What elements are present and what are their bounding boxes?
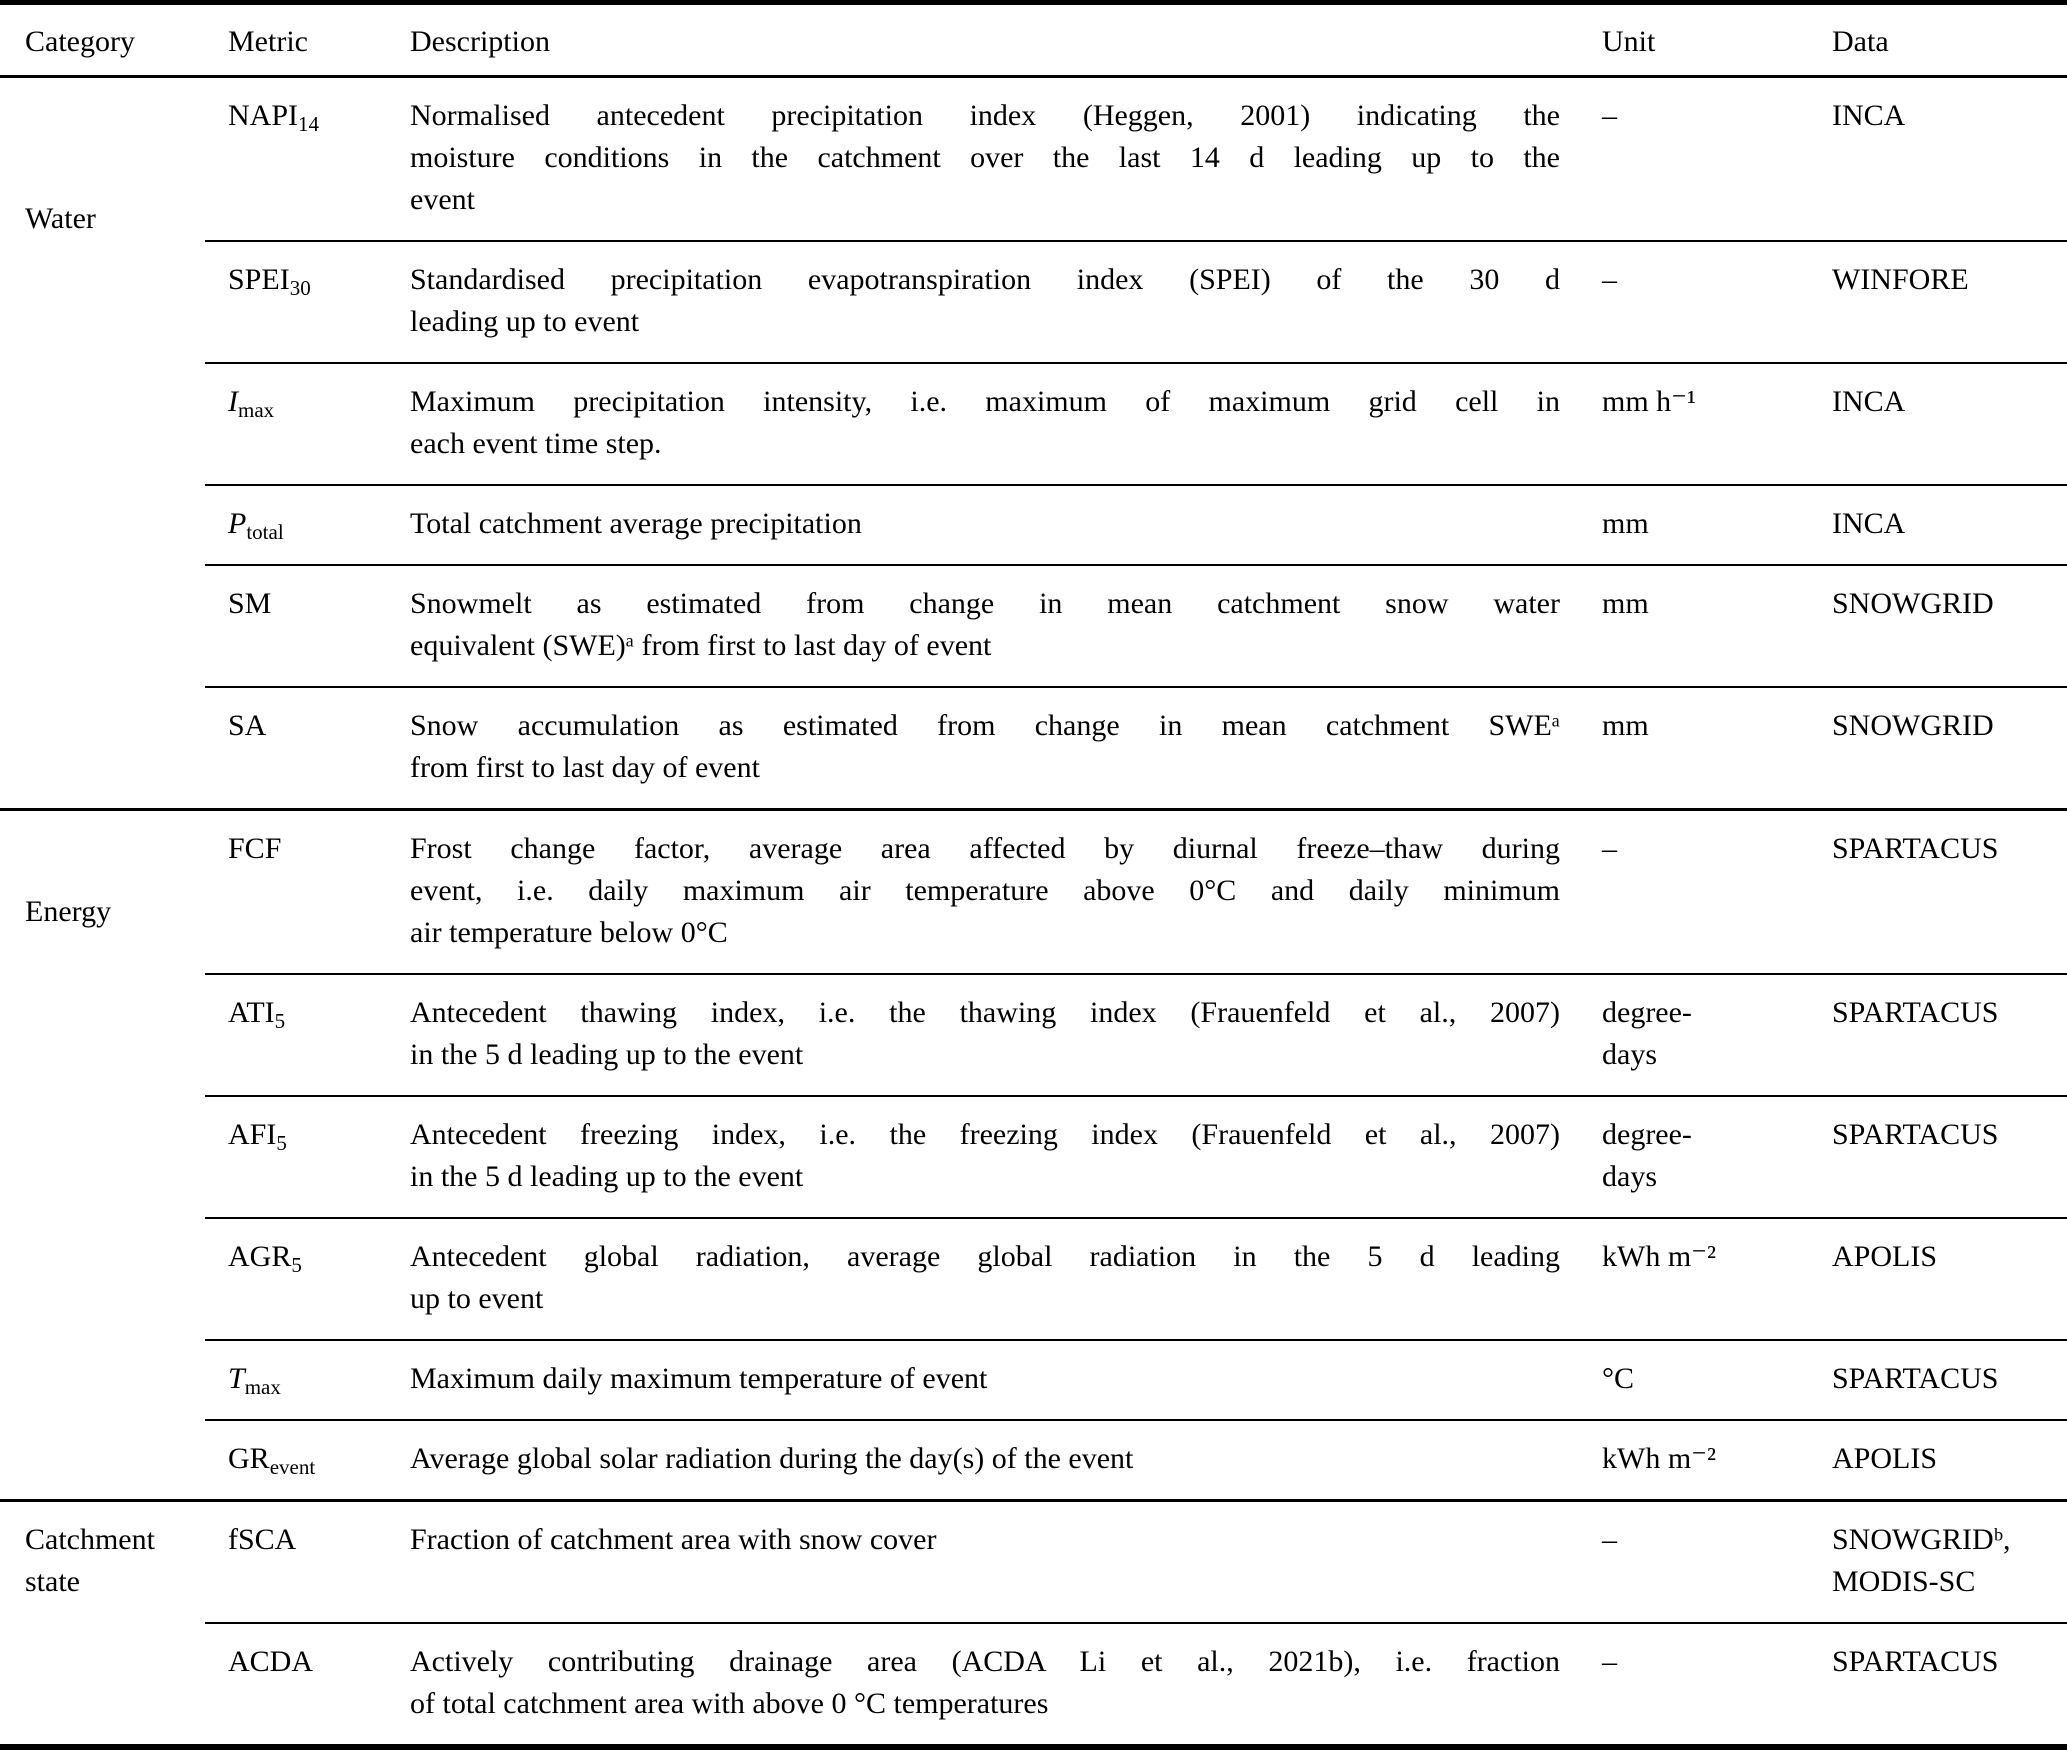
unit-cell	[1560, 381, 1832, 465]
table-section	[0, 1499, 2067, 1744]
text-line: up to event	[410, 1282, 544, 1315]
data-cell	[1832, 259, 2067, 343]
metric-cell	[205, 1641, 410, 1725]
text-line: state	[25, 1565, 80, 1598]
text-line: –	[1602, 263, 1617, 296]
text-line: WINFORE	[1832, 263, 1969, 296]
text-line: SNOWGRID	[1832, 709, 1994, 742]
section-rows	[205, 78, 2067, 808]
metric-subscript: 5	[274, 1009, 286, 1033]
text-line: Antecedent freezing index, i.e. the freezing index (Frauenfeld et al., 2007)	[410, 1118, 1560, 1151]
column-header-description: Description	[410, 25, 550, 58]
text-line: APOLIS	[1832, 1442, 1938, 1475]
metric-cell	[205, 1358, 410, 1400]
metric-cell	[205, 259, 410, 343]
text-line: kWh m⁻²	[1602, 1240, 1716, 1273]
text-line: mm	[1602, 709, 1649, 742]
table-row	[205, 564, 2067, 686]
unit-cell	[1560, 705, 1832, 789]
text-line: Total catchment average precipitation	[410, 507, 862, 540]
description-cell	[410, 259, 1560, 343]
description-cell	[410, 1358, 1560, 1400]
metric-cell	[205, 828, 410, 954]
description-cell	[410, 1641, 1560, 1725]
table-row	[205, 1622, 2067, 1744]
table-section	[0, 78, 2067, 808]
data-cell	[1832, 95, 2067, 221]
text-line: of total catchment area with above 0 °C temperatures	[410, 1687, 1049, 1720]
metric-subscript: total	[246, 520, 284, 544]
description-cell	[410, 95, 1560, 221]
metric-base: NAPI	[228, 99, 299, 132]
table-row	[205, 78, 2067, 240]
text-line: SNOWGRIDᵇ,	[1832, 1523, 2011, 1556]
data-cell	[1832, 583, 2067, 667]
table-row	[205, 1419, 2067, 1499]
table-row	[205, 811, 2067, 973]
category-cell	[0, 1502, 205, 1744]
metric-subscript: 5	[291, 1253, 302, 1277]
metric-base: AFI	[228, 1118, 277, 1151]
text-line: SPARTACUS	[1832, 1362, 1999, 1395]
description-cell	[410, 828, 1560, 954]
text-line: Fraction of catchment area with snow cover	[410, 1523, 937, 1556]
table-row	[205, 686, 2067, 808]
text-line: INCA	[1832, 99, 1906, 132]
text-line: air temperature below 0°C	[410, 916, 728, 949]
description-cell	[410, 992, 1560, 1076]
text-line: Snowmelt as estimated from change in mean catchment snow water	[410, 587, 1560, 620]
metric-subscript: 30	[289, 276, 311, 300]
metric-cell	[205, 992, 410, 1076]
section-rows	[205, 1502, 2067, 1744]
text-line: Antecedent thawing index, i.e. the thawing index (Frauenfeld et al., 2007)	[410, 996, 1560, 1029]
metric-base: ATI	[228, 996, 275, 1029]
unit-cell	[1560, 828, 1832, 954]
text-line: Maximum precipitation intensity, i.e. maximum of maximum grid cell in	[410, 385, 1560, 418]
text-line: SNOWGRID	[1832, 587, 1994, 620]
unit-cell	[1560, 992, 1832, 1076]
text-line: SPARTACUS	[1832, 1645, 1999, 1678]
metric-cell	[205, 1114, 410, 1198]
category-cell	[0, 811, 205, 1499]
text-line: –	[1602, 832, 1617, 865]
unit-cell	[1560, 259, 1832, 343]
description-cell	[410, 503, 1560, 545]
text-line: Water	[25, 202, 96, 235]
table-row	[205, 1095, 2067, 1217]
text-line: Energy	[25, 895, 112, 928]
table-row	[205, 484, 2067, 564]
text-line: each event time step.	[410, 427, 662, 460]
text-line: Catchment	[25, 1523, 155, 1556]
description-cell	[410, 1236, 1560, 1320]
metric-cell	[205, 95, 410, 221]
text-line: days	[1602, 1038, 1657, 1071]
text-line: Normalised antecedent precipitation index (Heggen, 2001) indicating the	[410, 99, 1560, 132]
text-line: MODIS-SC	[1832, 1565, 1976, 1598]
text-line: Average global solar radiation during the day(s) of the event	[410, 1442, 1134, 1475]
text-line: mm	[1602, 587, 1649, 620]
unit-cell	[1560, 1519, 1832, 1603]
text-line: mm h⁻¹	[1602, 385, 1696, 418]
description-cell	[410, 1438, 1560, 1480]
metric-subscript: 5	[276, 1131, 287, 1155]
text-line: in the 5 d leading up to the event	[410, 1038, 804, 1071]
text-line: INCA	[1832, 385, 1906, 418]
description-cell	[410, 705, 1560, 789]
table-row	[205, 1217, 2067, 1339]
text-line: Maximum daily maximum temperature of event	[410, 1362, 988, 1395]
data-cell	[1832, 503, 2067, 545]
metric-base: P	[228, 507, 247, 540]
unit-cell	[1560, 1358, 1832, 1400]
text-line: APOLIS	[1832, 1240, 1938, 1273]
text-line: from first to last day of event	[410, 751, 760, 784]
data-cell	[1832, 1114, 2067, 1198]
text-line: kWh m⁻²	[1602, 1442, 1716, 1475]
metric-cell	[205, 1236, 410, 1320]
metric-base: fSCA	[228, 1523, 297, 1556]
metric-cell	[205, 705, 410, 789]
column-header-unit: Unit	[1602, 25, 1656, 58]
data-cell	[1832, 1519, 2067, 1603]
text-line: –	[1602, 1645, 1617, 1678]
unit-cell	[1560, 583, 1832, 667]
category-cell	[0, 78, 205, 808]
description-cell	[410, 1114, 1560, 1198]
description-cell	[410, 1519, 1560, 1603]
metric-base: GR	[228, 1442, 270, 1475]
text-line: degree-	[1602, 996, 1692, 1029]
metric-base: T	[228, 1362, 245, 1395]
text-line: mm	[1602, 507, 1649, 540]
text-line: Snow accumulation as estimated from change in mean catchment SWEᵃ	[410, 709, 1560, 742]
description-cell	[410, 381, 1560, 465]
text-line: Antecedent global radiation, average global radiation in the 5 d leading	[410, 1240, 1560, 1273]
table-row	[205, 240, 2067, 362]
data-cell	[1832, 828, 2067, 954]
text-line: degree-	[1602, 1118, 1692, 1151]
table-row	[205, 1502, 2067, 1622]
text-line: Actively contributing drainage area (ACDA Li et al., 2021b), i.e. fraction	[410, 1645, 1560, 1678]
column-header-metric: Metric	[228, 25, 308, 58]
data-cell	[1832, 1358, 2067, 1400]
metric-base: SM	[228, 587, 272, 620]
metric-base: SPEI	[228, 263, 290, 296]
section-rows	[205, 811, 2067, 1499]
metric-cell	[205, 1519, 410, 1603]
column-header-data: Data	[1832, 25, 1889, 58]
data-cell	[1832, 1641, 2067, 1725]
text-line: event, i.e. daily maximum air temperature above 0°C and daily minimum	[410, 874, 1560, 907]
table-row	[205, 973, 2067, 1095]
metric-cell	[205, 1438, 410, 1480]
unit-cell	[1560, 503, 1832, 545]
metric-subscript: 14	[298, 112, 320, 136]
table-row	[205, 1339, 2067, 1419]
text-line: Frost change factor, average area affected by diurnal freeze–thaw during	[410, 832, 1560, 865]
table-body	[0, 78, 2067, 1744]
metric-subscript: event	[269, 1455, 316, 1479]
text-line: days	[1602, 1160, 1657, 1193]
data-cell	[1832, 1236, 2067, 1320]
unit-cell	[1560, 1641, 1832, 1725]
text-line: °C	[1602, 1362, 1635, 1395]
text-line: leading up to event	[410, 305, 640, 338]
table-row	[205, 362, 2067, 484]
text-line: –	[1602, 1523, 1617, 1556]
metric-cell	[205, 503, 410, 545]
text-line: event	[410, 183, 475, 216]
metric-base: FCF	[228, 832, 282, 865]
table-header-row	[0, 5, 2067, 78]
text-line: Standardised precipitation evapotranspiration index (SPEI) of the 30 d	[410, 263, 1560, 296]
metric-subscript: max	[244, 1375, 281, 1399]
text-line: in the 5 d leading up to the event	[410, 1160, 804, 1193]
text-line: –	[1602, 99, 1617, 132]
metric-base: SA	[228, 709, 267, 742]
metric-base: ACDA	[228, 1645, 314, 1678]
text-line: SPARTACUS	[1832, 832, 1999, 865]
data-cell	[1832, 1438, 2067, 1480]
text-line: INCA	[1832, 507, 1906, 540]
text-line: equivalent (SWE)ᵃ from first to last day of event	[410, 629, 992, 662]
unit-cell	[1560, 1236, 1832, 1320]
metric-subscript: max	[238, 398, 275, 422]
unit-cell	[1560, 95, 1832, 221]
data-cell	[1832, 381, 2067, 465]
unit-cell	[1560, 1438, 1832, 1480]
metric-base: AGR	[228, 1240, 292, 1273]
text-line: SPARTACUS	[1832, 1118, 1999, 1151]
data-cell	[1832, 992, 2067, 1076]
metric-cell	[205, 583, 410, 667]
column-header-category: Category	[25, 25, 135, 58]
unit-cell	[1560, 1114, 1832, 1198]
text-line: moisture conditions in the catchment over the last 14 d leading up to the	[410, 141, 1560, 174]
description-cell	[410, 583, 1560, 667]
data-cell	[1832, 705, 2067, 789]
text-line: SPARTACUS	[1832, 996, 1999, 1029]
table-section	[0, 808, 2067, 1499]
metric-base: I	[228, 385, 238, 418]
metric-cell	[205, 381, 410, 465]
